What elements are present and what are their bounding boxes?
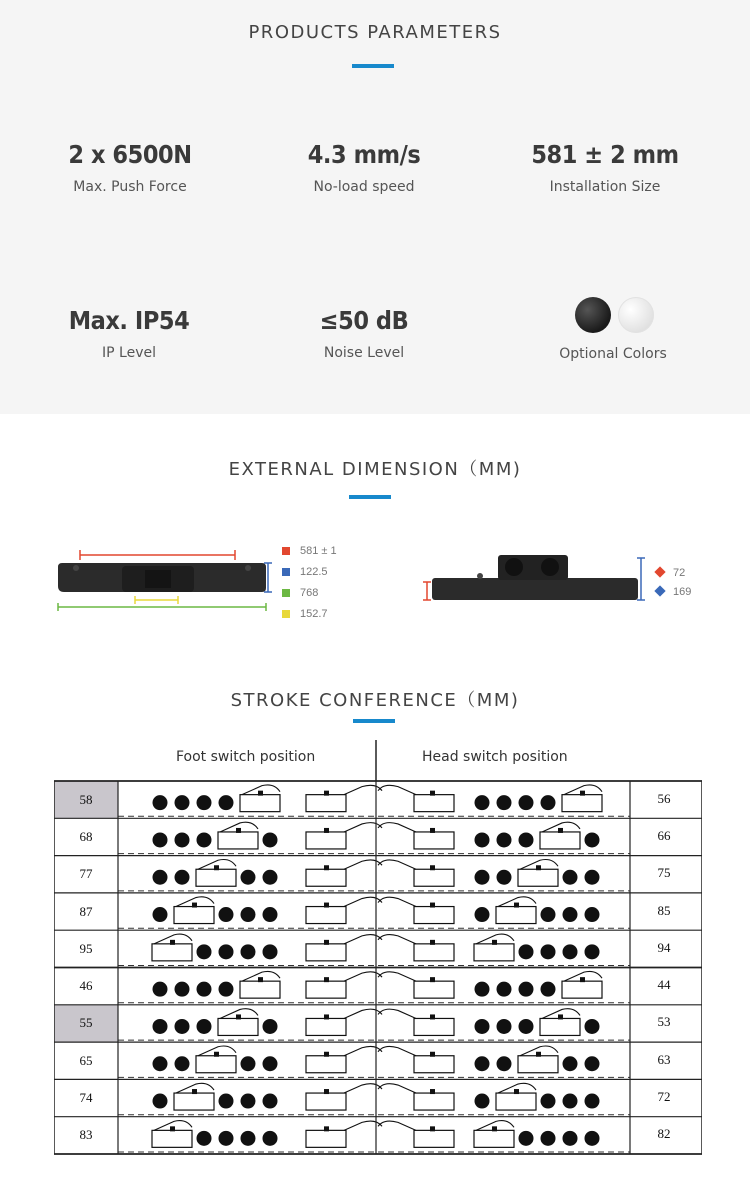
stroke-dot [197, 1019, 212, 1034]
switch-box [218, 1018, 258, 1035]
stroke-dot [497, 795, 512, 810]
legend-169: 169 [673, 586, 692, 598]
stroke-dot [241, 870, 256, 885]
stroke-dot [153, 1056, 168, 1071]
limit-switch [306, 869, 346, 886]
stroke-dot [475, 907, 490, 922]
limit-switch-knob [324, 940, 329, 945]
limit-switch-knob [324, 791, 329, 796]
limit-switch-arm [378, 823, 416, 832]
switch-box [474, 1130, 514, 1147]
stroke-dot [519, 1131, 534, 1146]
limit-switch-knob [430, 865, 435, 870]
stroke-dot [153, 1019, 168, 1034]
switch-box [540, 832, 580, 849]
stroke-dot [497, 1056, 512, 1071]
legend-72: 72 [673, 567, 686, 579]
switch-box [196, 1056, 236, 1073]
stroke-dot [475, 870, 490, 885]
stroke-dot [519, 944, 534, 959]
limit-switch [306, 981, 346, 998]
stroke-dot [541, 795, 556, 810]
switch-box [174, 1093, 214, 1110]
limit-switch-arm [378, 972, 416, 981]
switch-knob [558, 1014, 563, 1019]
limit-switch-knob [430, 940, 435, 945]
table-row [54, 968, 702, 1003]
stroke-dot [585, 870, 600, 885]
switch-knob [514, 903, 519, 908]
switch-box [240, 981, 280, 998]
head-stroke-value: 75 [657, 865, 671, 881]
stroke-title: STROKE CONFERENCE（MM) [230, 690, 520, 711]
stroke-dot [475, 832, 490, 847]
switch-knob [236, 1014, 241, 1019]
stroke-grid [54, 740, 702, 1155]
limit-switch [414, 869, 454, 886]
foot-stroke-value: 87 [79, 903, 93, 919]
switch-knob [536, 1052, 541, 1057]
stroke-dot [219, 1131, 234, 1146]
limit-switch-knob [324, 865, 329, 870]
stroke-dot [497, 1019, 512, 1034]
stroke-dot [541, 982, 556, 997]
stroke-dot [263, 870, 278, 885]
limit-switch [414, 1130, 454, 1147]
limit-switch-knob [430, 828, 435, 833]
stroke-dot [475, 1056, 490, 1071]
stroke-dot [219, 944, 234, 959]
switch-box [196, 869, 236, 886]
stroke-dot [263, 1056, 278, 1071]
switch-box [562, 795, 602, 812]
foot-stroke-value: 46 [79, 978, 93, 994]
limit-switch-arm [378, 785, 416, 794]
table-row [54, 930, 702, 965]
stroke-dot [585, 1056, 600, 1071]
limit-switch [414, 1056, 454, 1073]
limit-switch [306, 832, 346, 849]
stroke-dot [263, 1094, 278, 1109]
legend-color-marker [282, 568, 290, 576]
switch-box [152, 1130, 192, 1147]
param-push-force [5, 140, 255, 195]
limit-switch [414, 944, 454, 961]
stroke-dot [497, 982, 512, 997]
param-value: 2 x 6500N [68, 140, 192, 169]
table-row [54, 1079, 702, 1114]
stroke-dot [219, 1094, 234, 1109]
stroke-dot [153, 832, 168, 847]
limit-switch [414, 1018, 454, 1035]
switch-box [474, 944, 514, 961]
head-switch-header: Head switch position [422, 749, 568, 765]
stroke-dot [497, 870, 512, 885]
param-value: 4.3 mm/s [307, 140, 421, 169]
stroke-dot [585, 944, 600, 959]
table-row [54, 818, 702, 853]
stroke-dot [197, 795, 212, 810]
param-value: Max. IP54 [68, 306, 190, 335]
stroke-dot [585, 832, 600, 847]
stroke-dot [153, 907, 168, 922]
stroke-dot [241, 907, 256, 922]
param-speed [239, 140, 489, 195]
head-stroke-value: 66 [657, 827, 671, 843]
switch-knob [580, 977, 585, 982]
switch-knob [214, 865, 219, 870]
limit-switch-knob [324, 1014, 329, 1019]
limit-switch-knob [324, 1089, 329, 1094]
dimension-title: EXTERNAL DIMENSION（MM) [228, 459, 522, 480]
legend-152: 152.7 [300, 608, 328, 620]
stroke-dot [563, 944, 578, 959]
stroke-dot [541, 944, 556, 959]
limit-switch-arm [378, 935, 416, 944]
limit-switch [306, 907, 346, 924]
param-label: No-load speed [313, 179, 415, 195]
param-noise-level [239, 306, 489, 361]
stroke-dot [519, 982, 534, 997]
switch-box [540, 1018, 580, 1035]
stroke-dot [475, 1019, 490, 1034]
stroke-dot [175, 982, 190, 997]
stroke-dot [197, 1131, 212, 1146]
param-label: Max. Push Force [73, 179, 187, 195]
stroke-dot [563, 1131, 578, 1146]
foot-stroke-value: 83 [79, 1127, 93, 1143]
table-row [54, 781, 702, 818]
params-title-accent [352, 64, 394, 68]
switch-knob [236, 828, 241, 833]
switch-box [562, 981, 602, 998]
switch-knob [536, 865, 541, 870]
stroke-dot [197, 832, 212, 847]
switch-box [218, 832, 258, 849]
stroke-dot [153, 795, 168, 810]
stroke-dot [563, 870, 578, 885]
limit-switch [414, 832, 454, 849]
stroke-dot [153, 982, 168, 997]
switch-knob [258, 791, 263, 796]
table-row [54, 1117, 702, 1152]
head-stroke-value: 72 [657, 1089, 671, 1105]
stroke-table [54, 740, 702, 1155]
stroke-dot [175, 832, 190, 847]
limit-switch-arm [378, 1084, 416, 1093]
limit-switch-knob [430, 1014, 435, 1019]
stroke-dot [175, 795, 190, 810]
stroke-dot [219, 982, 234, 997]
stroke-dot [197, 944, 212, 959]
param-install-size [480, 140, 730, 195]
stroke-dot [263, 1131, 278, 1146]
stroke-dot [497, 832, 512, 847]
foot-switch-header: Foot switch position [176, 749, 316, 765]
legend-color-marker [282, 589, 290, 597]
switch-knob [558, 828, 563, 833]
stroke-dot [175, 1019, 190, 1034]
limit-switch [306, 795, 346, 812]
stroke-dot [585, 1094, 600, 1109]
foot-stroke-value: 58 [79, 791, 93, 807]
stroke-dot [263, 1019, 278, 1034]
stroke-dot [153, 1094, 168, 1109]
color-swatch-white[interactable] [618, 297, 654, 333]
switch-box [518, 869, 558, 886]
limit-switch-knob [430, 791, 435, 796]
table-row [54, 893, 702, 928]
stroke-title-accent [353, 719, 395, 723]
foot-stroke-value: 74 [79, 1090, 93, 1106]
switch-knob [258, 977, 263, 982]
switch-box [496, 907, 536, 924]
limit-switch-knob [430, 1126, 435, 1131]
foot-stroke-value: 55 [79, 1015, 93, 1031]
legend-581: 581 ± 1 [300, 545, 337, 557]
stroke-dot [563, 907, 578, 922]
stroke-dot [541, 907, 556, 922]
limit-switch-knob [324, 828, 329, 833]
actuator-side-view-illustration [423, 555, 645, 600]
limit-switch-knob [430, 1089, 435, 1094]
limit-switch [306, 1130, 346, 1147]
legend-122: 122.5 [300, 566, 328, 578]
switch-knob [580, 791, 585, 796]
switch-knob [492, 1126, 497, 1131]
switch-knob [192, 903, 197, 908]
stroke-dot [475, 795, 490, 810]
stroke-dot [585, 1131, 600, 1146]
switch-knob [214, 1052, 219, 1057]
params-title: PRODUCTS PARAMETERS [248, 22, 502, 43]
table-row [54, 856, 702, 891]
limit-switch [306, 1056, 346, 1073]
legend-768: 768 [300, 587, 319, 599]
switch-knob [514, 1089, 519, 1094]
switch-box [240, 795, 280, 812]
stroke-dot [241, 1094, 256, 1109]
param-label: Optional Colors [559, 346, 667, 362]
head-stroke-value: 94 [657, 939, 671, 955]
table-row [54, 1005, 702, 1042]
stroke-dot [263, 944, 278, 959]
legend-color-marker [282, 547, 290, 555]
limit-switch-knob [430, 977, 435, 982]
stroke-dot [175, 870, 190, 885]
products-parameters-section [0, 0, 750, 414]
limit-switch-arm [378, 897, 416, 906]
limit-switch-arm [378, 860, 416, 869]
limit-switch-knob [430, 1052, 435, 1057]
limit-switch-knob [324, 903, 329, 908]
param-label: IP Level [102, 345, 156, 361]
limit-switch [414, 795, 454, 812]
stroke-dot [241, 944, 256, 959]
head-stroke-value: 53 [657, 1014, 671, 1030]
limit-switch [414, 1093, 454, 1110]
limit-switch-knob [324, 1052, 329, 1057]
limit-switch-knob [324, 1126, 329, 1131]
stroke-dot [241, 1131, 256, 1146]
head-stroke-value: 56 [657, 790, 671, 806]
switch-knob [170, 940, 175, 945]
switch-box [518, 1056, 558, 1073]
limit-switch-arm [378, 1121, 416, 1130]
switch-knob [192, 1089, 197, 1094]
stroke-dot [585, 907, 600, 922]
table-row [54, 1042, 702, 1077]
param-value: ≤50 dB [319, 306, 409, 335]
stroke-dot [475, 1094, 490, 1109]
head-stroke-value: 85 [657, 902, 671, 918]
switch-knob [492, 940, 497, 945]
stroke-dot [153, 870, 168, 885]
param-label: Noise Level [323, 345, 405, 361]
stroke-dot [263, 907, 278, 922]
foot-stroke-value: 77 [79, 866, 93, 882]
limit-switch [306, 1093, 346, 1110]
stroke-dot [241, 1056, 256, 1071]
limit-switch-arm [378, 1009, 416, 1018]
limit-switch [306, 1018, 346, 1035]
limit-switch-knob [430, 903, 435, 908]
foot-stroke-value: 68 [79, 828, 93, 844]
stroke-dot [519, 832, 534, 847]
switch-box [174, 907, 214, 924]
stroke-dot [541, 1094, 556, 1109]
dimension-title-accent [349, 495, 391, 499]
foot-stroke-value: 65 [79, 1052, 93, 1068]
param-label: Installation Size [549, 179, 661, 195]
foot-stroke-value: 95 [79, 940, 93, 956]
switch-box [152, 944, 192, 961]
limit-switch [414, 981, 454, 998]
color-swatch-black[interactable] [575, 297, 611, 333]
head-stroke-value: 44 [657, 977, 671, 993]
param-ip-level [4, 306, 254, 361]
switch-box [496, 1093, 536, 1110]
actuator-front-view-illustration [58, 550, 272, 611]
stroke-dot [263, 832, 278, 847]
dimension-drawings [0, 530, 750, 630]
param-value: 581 ± 2 mm [531, 140, 679, 169]
stroke-dot [563, 1094, 578, 1109]
stroke-dot [585, 1019, 600, 1034]
stroke-dot [541, 1131, 556, 1146]
stroke-dot [175, 1056, 190, 1071]
stroke-dot [519, 795, 534, 810]
head-stroke-value: 82 [657, 1126, 671, 1142]
limit-switch-knob [324, 977, 329, 982]
stroke-dot [197, 982, 212, 997]
stroke-dot [219, 795, 234, 810]
limit-switch [414, 907, 454, 924]
stroke-dot [519, 1019, 534, 1034]
switch-knob [170, 1126, 175, 1131]
stroke-dot [563, 1056, 578, 1071]
param-optional-colors [488, 336, 738, 362]
legend-color-marker [282, 610, 290, 618]
head-stroke-value: 63 [657, 1051, 671, 1067]
stroke-dot [219, 907, 234, 922]
limit-switch [306, 944, 346, 961]
limit-switch-arm [378, 1046, 416, 1055]
stroke-dot [475, 982, 490, 997]
